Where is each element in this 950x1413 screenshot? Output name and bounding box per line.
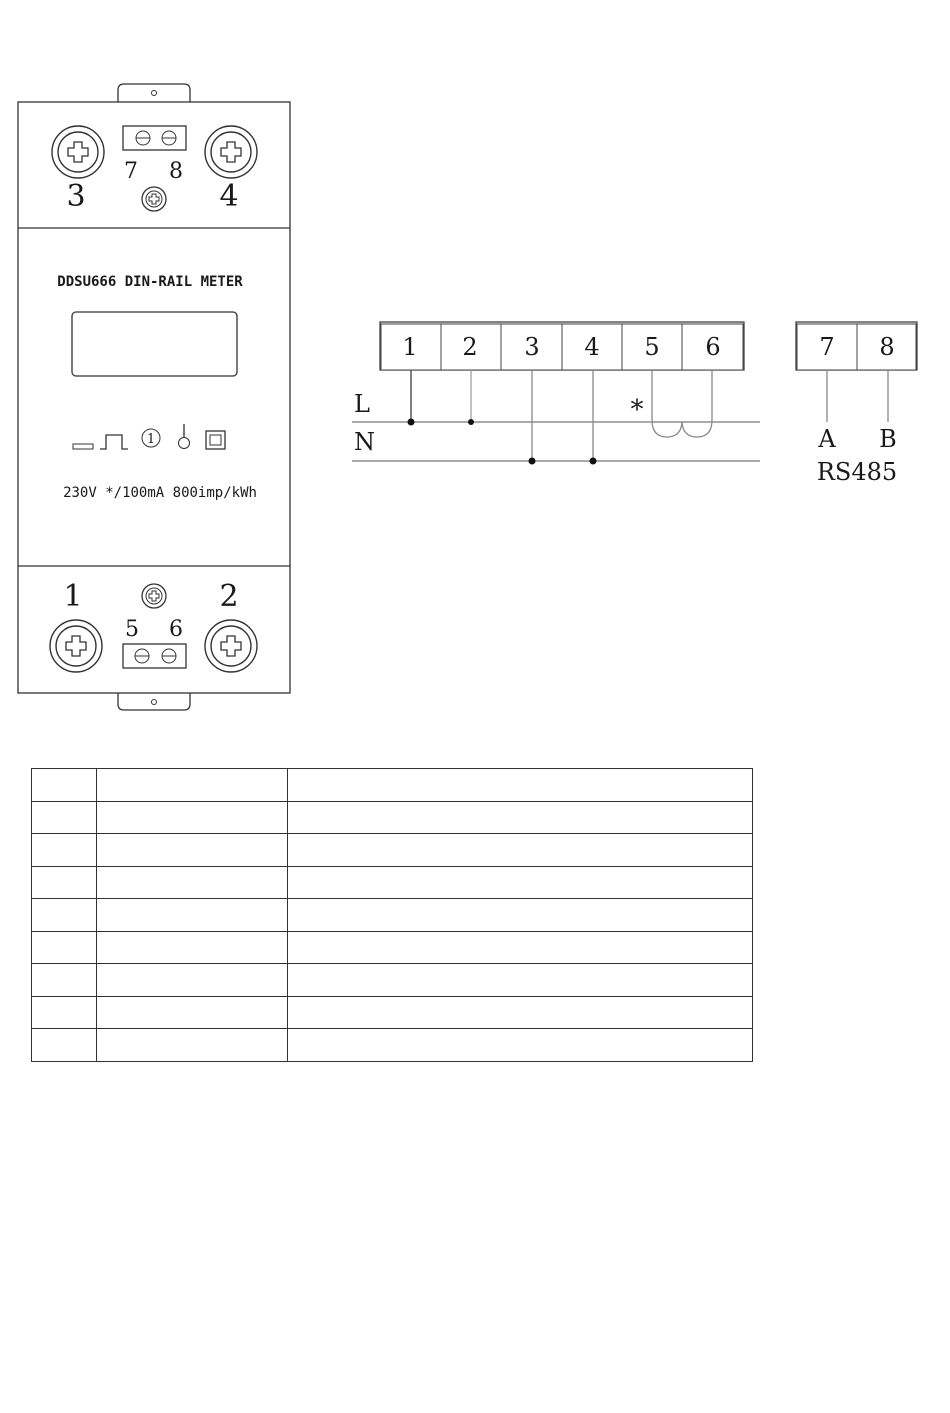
table-cell xyxy=(288,769,753,802)
bottom-terminal-label-right: 2 xyxy=(219,579,239,614)
table-cell xyxy=(288,899,753,932)
terminal-table xyxy=(31,768,753,1062)
neutral-label: N xyxy=(354,428,375,456)
terminal-number-6: 6 xyxy=(705,333,721,361)
top-mounting-tab xyxy=(118,84,190,102)
table-cell xyxy=(32,996,97,1029)
table-row xyxy=(32,801,753,834)
polarity-mark: * xyxy=(630,395,644,425)
comm-terminal-strip xyxy=(796,322,917,370)
meter-front-drawing xyxy=(0,0,310,720)
table-cell xyxy=(97,834,288,867)
table-cell xyxy=(32,1029,97,1062)
terminal-strip xyxy=(380,322,744,370)
wiring-diagram xyxy=(340,310,940,500)
table-row xyxy=(32,866,753,899)
table-cell xyxy=(32,801,97,834)
table-cell xyxy=(288,996,753,1029)
table-cell xyxy=(97,964,288,997)
pulse-number-text: 1 xyxy=(146,432,156,447)
top-small-label-right: 8 xyxy=(169,159,183,184)
bottom-mounting-tab xyxy=(118,693,190,710)
table-row xyxy=(32,834,753,867)
table-cell xyxy=(288,964,753,997)
table-cell xyxy=(97,801,288,834)
live-label: L xyxy=(354,390,370,418)
table-cell xyxy=(97,769,288,802)
table-cell xyxy=(32,834,97,867)
terminal-number-5: 5 xyxy=(644,333,660,361)
table-row xyxy=(32,964,753,997)
table-cell xyxy=(97,1029,288,1062)
table-row xyxy=(32,769,753,802)
junction-4 xyxy=(590,458,597,465)
table-cell xyxy=(97,996,288,1029)
top-terminal-label-right: 4 xyxy=(219,179,239,214)
terminal-number-1: 1 xyxy=(402,333,418,361)
table-cell xyxy=(288,834,753,867)
junction-3 xyxy=(529,458,536,465)
bottom-small-label-left: 5 xyxy=(125,617,139,642)
table-cell xyxy=(32,964,97,997)
bottom-tab-hole xyxy=(152,700,157,705)
table-row xyxy=(32,996,753,1029)
terminal-number-4: 4 xyxy=(584,333,600,361)
junction-1 xyxy=(408,419,415,426)
meter-title: DDSU666 DIN-RAIL METER xyxy=(57,274,243,290)
bottom-small-label-right: 6 xyxy=(169,617,183,642)
bottom-terminal-label-left: 1 xyxy=(63,579,83,614)
top-small-label-left: 7 xyxy=(124,159,138,184)
table-cell xyxy=(32,769,97,802)
table-row xyxy=(32,899,753,932)
rs485-b-label: B xyxy=(879,425,897,453)
rs485-label: RS485 xyxy=(816,458,898,486)
top-terminal-label-left: 3 xyxy=(66,179,86,214)
table-cell xyxy=(288,801,753,834)
terminal-table-body xyxy=(32,769,753,1062)
rs485-a-label: A xyxy=(818,425,836,453)
table-cell xyxy=(97,866,288,899)
meter-rating: 230V */100mA 800imp/kWh xyxy=(63,485,257,501)
table-cell xyxy=(32,866,97,899)
terminal-number-2: 2 xyxy=(462,333,478,361)
terminal-number-3: 3 xyxy=(524,333,540,361)
table-cell xyxy=(32,931,97,964)
table-cell xyxy=(97,899,288,932)
table-cell xyxy=(288,1029,753,1062)
table-cell xyxy=(288,931,753,964)
terminal-number-8: 8 xyxy=(879,333,895,361)
top-tab-hole xyxy=(152,91,157,96)
table-cell xyxy=(97,931,288,964)
current-transformer-loop xyxy=(652,370,712,437)
table-cell xyxy=(288,866,753,899)
terminal-number-7: 7 xyxy=(819,333,835,361)
table-cell xyxy=(32,899,97,932)
table-row xyxy=(32,931,753,964)
junction-2 xyxy=(468,419,474,425)
table-row xyxy=(32,1029,753,1062)
